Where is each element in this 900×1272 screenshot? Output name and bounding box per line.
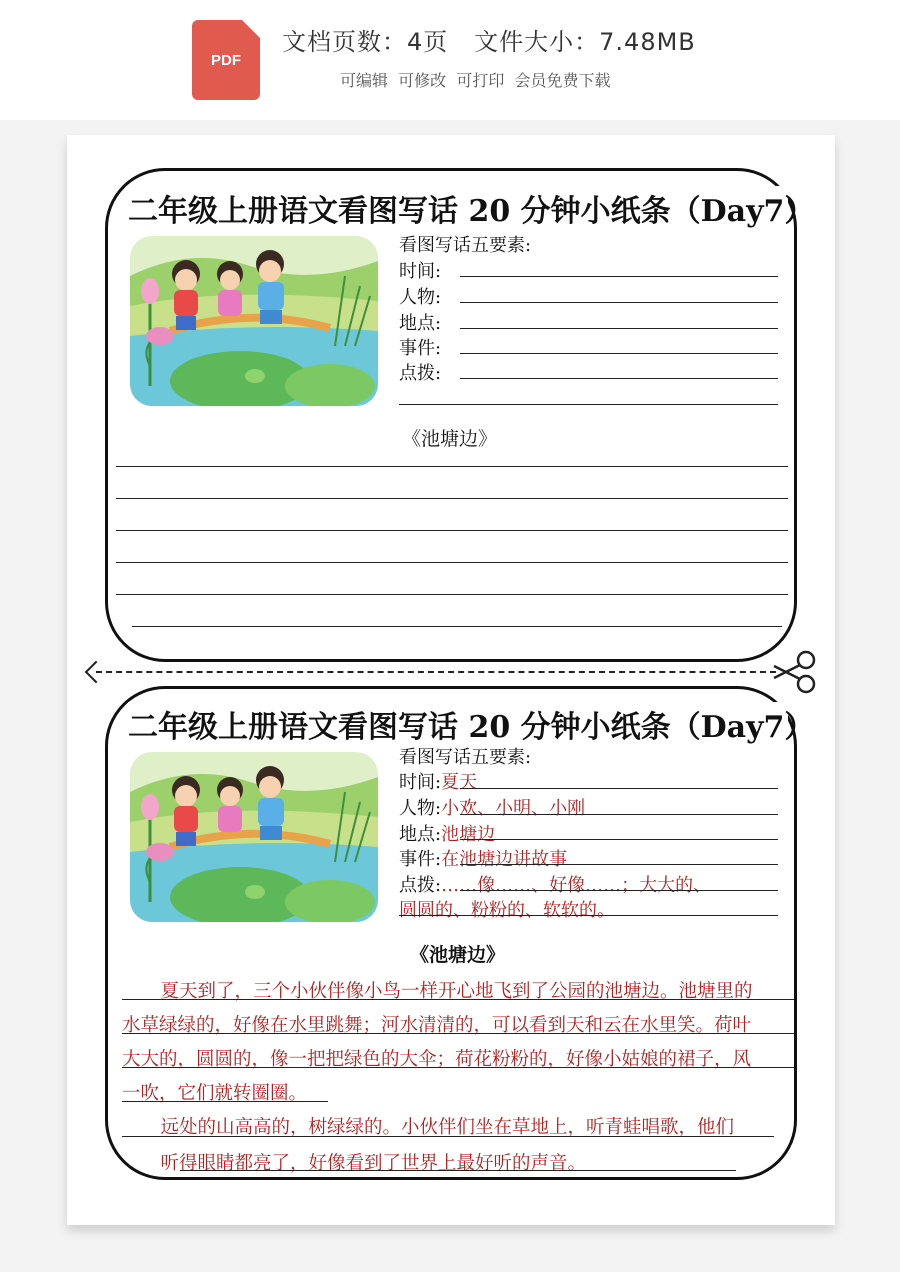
- essay-line: 远处的山高高的，树绿绿的。小伙伴们坐在草地上，听青蛙唱歌，他们: [142, 1117, 735, 1138]
- answer-row-people: [399, 794, 779, 820]
- element-row-people: [399, 283, 779, 309]
- pdf-icon-label: PDF: [211, 52, 241, 69]
- cut-line: [96, 671, 776, 673]
- blank-line: [460, 378, 778, 379]
- element-value: 在池塘边讲故事: [441, 849, 568, 870]
- element-label: 点拨:: [399, 363, 442, 384]
- writing-line: [122, 1033, 794, 1034]
- answer-line: [460, 839, 778, 840]
- answer-line: [460, 890, 778, 891]
- writing-line: [116, 530, 788, 531]
- blank-line: [460, 276, 778, 277]
- essay-line: 一吹，它们就转圈圈。: [122, 1083, 308, 1104]
- element-row-event: [399, 334, 779, 360]
- answer-line: [460, 788, 778, 789]
- pdf-file-icon: [192, 20, 260, 100]
- answer-line: [460, 814, 778, 815]
- document-meta: 文档页数：4页 文件大小：7.48MB: [282, 28, 696, 56]
- element-label: 人物:: [399, 287, 442, 308]
- scissors-icon: [770, 650, 820, 694]
- answer-row-event: [399, 845, 779, 871]
- pond-illustration: [130, 752, 378, 922]
- element-label: 时间:: [399, 261, 442, 282]
- element-label: 人物:: [399, 798, 442, 819]
- writing-line: [122, 1136, 774, 1137]
- answer-row-time: [399, 768, 779, 794]
- element-row-time: [399, 257, 779, 283]
- element-label: 事件:: [399, 338, 442, 359]
- blank-line: [460, 302, 778, 303]
- answer-line: [399, 915, 778, 916]
- document-info-header: [0, 0, 900, 120]
- answer-row-place: [399, 820, 779, 846]
- answer-essay-title: 《池塘边》: [410, 944, 506, 966]
- element-value: 池塘边: [441, 824, 496, 845]
- writing-line: [122, 1101, 328, 1102]
- writing-line: [122, 1067, 794, 1068]
- five-elements-label: 看图写话五要素:: [399, 747, 532, 768]
- writing-line: [132, 626, 782, 627]
- writing-line: [116, 562, 788, 563]
- essay-line: 大大的，圆圆的，像一把把绿色的大伞；荷花粉粉的，好像小姑娘的裙子，风: [122, 1049, 752, 1070]
- writing-line: [122, 999, 794, 1000]
- answer-tip-continued: 圆圆的、粉粉的、软软的。: [399, 900, 615, 921]
- blank-line: [460, 353, 778, 354]
- element-row-place: [399, 309, 779, 335]
- writing-line: [180, 1170, 736, 1171]
- element-value: 夏天: [441, 772, 478, 793]
- five-elements-label: 看图写话五要素:: [399, 235, 532, 256]
- element-row-tip: [399, 359, 779, 385]
- answer-title: 二年级上册语文看图写话 20 分钟小纸条（Day7）: [128, 702, 788, 746]
- element-label: 点拨:: [399, 875, 442, 896]
- worksheet-title: 二年级上册语文看图写话 20 分钟小纸条（Day7）: [128, 186, 788, 230]
- element-label: 地点:: [399, 824, 442, 845]
- element-label: 时间:: [399, 772, 442, 793]
- blank-line: [460, 328, 778, 329]
- blank-line: [399, 404, 778, 405]
- writing-line: [116, 466, 788, 467]
- element-label: 事件:: [399, 849, 442, 870]
- essay-title: 《池塘边》: [402, 428, 498, 450]
- answer-row-tip: [399, 871, 779, 897]
- element-label: 地点:: [399, 313, 442, 334]
- writing-line: [116, 498, 788, 499]
- pond-illustration: [130, 236, 378, 406]
- element-value: ……像……、好像……；大大的、: [441, 875, 712, 896]
- writing-line: [116, 594, 788, 595]
- answer-line: [460, 864, 778, 865]
- element-value: 小欢、小明、小刚: [441, 798, 586, 819]
- document-features: 可编辑 可修改 可打印 会员免费下载: [340, 71, 611, 90]
- essay-line: 夏天到了，三个小伙伴像小鸟一样开心地飞到了公园的池塘边。池塘里的: [142, 981, 753, 1002]
- essay-line: 水草绿绿的，好像在水里跳舞；河水清清的，可以看到天和云在水里笑。荷叶: [122, 1015, 752, 1036]
- essay-line: 听得眼睛都亮了，好像看到了世界上最好听的声音。: [142, 1153, 587, 1174]
